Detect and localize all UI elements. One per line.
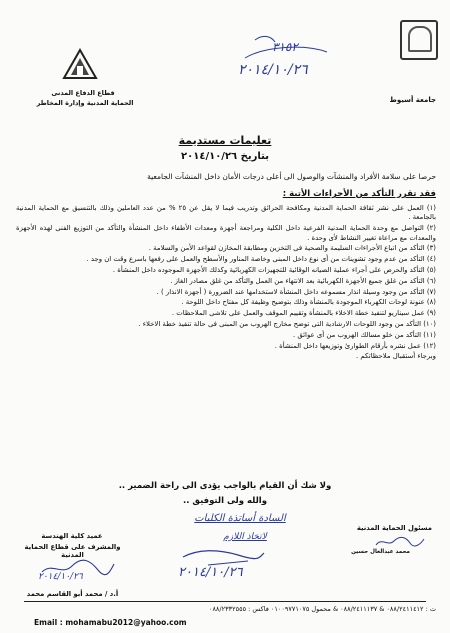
list-item: (١٠) التأكد من وجود اللوحات الارشادية التى توضح مخارج الهروب من المبنى فى حالة تنفيذ خطة الاخلاء .	[138, 319, 436, 328]
list-item: (١٢) عمل نشره بأرقام الطوارئ وتوزيعها داخل المنشأة .	[274, 341, 436, 350]
university-logo	[388, 20, 438, 78]
signature-scribble-right	[374, 535, 426, 549]
list-item: (٩) عمل سيناريو لتنفيذ خطة الاخلاء بالمنشأة وتقييم الموقف والعمل على تلاشى الملاحظات .	[171, 309, 436, 318]
document-date: بتاريخ ٢٠١٤/١٠/٢٦	[181, 151, 269, 162]
footer-divider	[24, 601, 426, 602]
list-item: (٤) التأكد من عدم وجود تشوينات من أى نوع داخل المبنى وخاصة المناور والأسطح والعمل على رفعها باسرع وقت ان وجد .	[86, 255, 436, 264]
intro-paragraph: حرصا على سلامة الأفراد والمنشآت والوصول الى أعلى درجات الأمان داخل المنشآت الجامعية	[147, 172, 436, 181]
list-item: (١) العمل على نشر ثقافة الحماية المدنية ومكافحة الحرائق وتدريب فيما لا يقل عن ٢٥ % من عدد العاملين وذلك بالتنسيق مع الحماية المدنية بالجامعة .	[16, 204, 436, 222]
civil-defense-logo	[60, 48, 100, 82]
handwritten-left-date: ٢٠١٤/١٠/٢٦	[38, 572, 83, 582]
handwritten-note: لاتخاذ اللازم	[223, 532, 267, 542]
list-item: (٥) التأكد والحرص على أجراء عملية الصيانه الوقائية للتجهيزات الكهربائية وكذلك الأجهزة الموجوده داخل المنشأة .	[112, 266, 436, 274]
list-item: (٦) التأكد من غلق جميع الأجهزة الكهربائية بعد الانتهاء من العمل والتأكد من غلق مصادر الغاز .	[170, 276, 436, 285]
list-item: وبرجاء أستقبال ملاحظاتكم .	[356, 352, 436, 361]
handwritten-signature-date: ٢٠١٤/١٠/٢٦	[178, 565, 243, 580]
university-name: جامعة أسيوط	[389, 96, 436, 104]
closing-blessing: والله ولى التوفيق ..	[182, 496, 268, 506]
list-item: (٨) عنونة لوحات الكهرباء الموجودة بالمنشأة وذلك بتوضيح وظيفة كل مفتاح داخل اللوحة .	[181, 298, 436, 307]
contact-info: ت : ٠٨٨/٢٤١١٤١٢ & ٠٨٨/٢٤١١١٣٧ & محمول ٠١٠٠٩٧٧١٠٧٥ فاكس : ٠٨٨/٢٣٣٢٥٥٥	[208, 605, 436, 613]
signatory-name-right: محمد عبدالعال حسين	[351, 549, 410, 555]
section-heading: فقد تقرر التأكد من الأجراءات الأتية :	[282, 189, 436, 199]
signatory-subtitle-left: والمشرف على قطاع الحماية المدنية	[24, 543, 121, 559]
list-item: (٣) التأكد من اتباع الأجراءات السليمة والصحية فى التخزين ومطابقة المخازن لقواعد الأمن والسلامة .	[148, 244, 436, 253]
signatory-title-right: مسئول الحماية المدنية	[356, 524, 432, 532]
sector-name: قطاع الدفاع المدنى	[51, 89, 115, 97]
signatory-title-left: عميد كلية الهندسة	[41, 532, 103, 540]
list-item: (١١) التأكد من خلو مسالك الهروب من أى عوائق .	[293, 330, 436, 339]
handwritten-date: ٢٠١٤/١٠/٢٦	[238, 62, 308, 78]
document-title: تعليمات مستديمة	[178, 134, 272, 147]
handwritten-note: السادة أساتذة الكليات	[194, 513, 286, 524]
list-item: (٢) التواصل مع وحدة الحماية المدنية الفرعية داخل الكلية ومراجعة أجهزة ومعدات الأطفاء داخل المنشأة والتأكد من التوزيع الفنى لهذه الأجهزة والمعدات مع مراعاة تغيير النشاط لأى وحدة .	[16, 224, 436, 242]
signatory-name-left: أ.د / محمد أبو القاسم محمد	[26, 590, 119, 598]
instruction-list	[16, 204, 436, 363]
list-item: (٧) التأكد من وجود وسيلة انذار مسموعه داخل المنشأة لاستخدامها عند الضرورة ( أجهزة الانذار ) .	[156, 287, 436, 296]
closing-line: ولا شك أن القيام بالواجب يؤدى الى راحة الضمير ..	[118, 481, 332, 491]
handwritten-ref: ٣١٥٢	[272, 40, 298, 54]
sector-subname: الحماية المدنية وإدارة المخاطر	[36, 99, 134, 107]
email-address: Email : mohamabu2012@yahoo.com	[34, 618, 187, 627]
